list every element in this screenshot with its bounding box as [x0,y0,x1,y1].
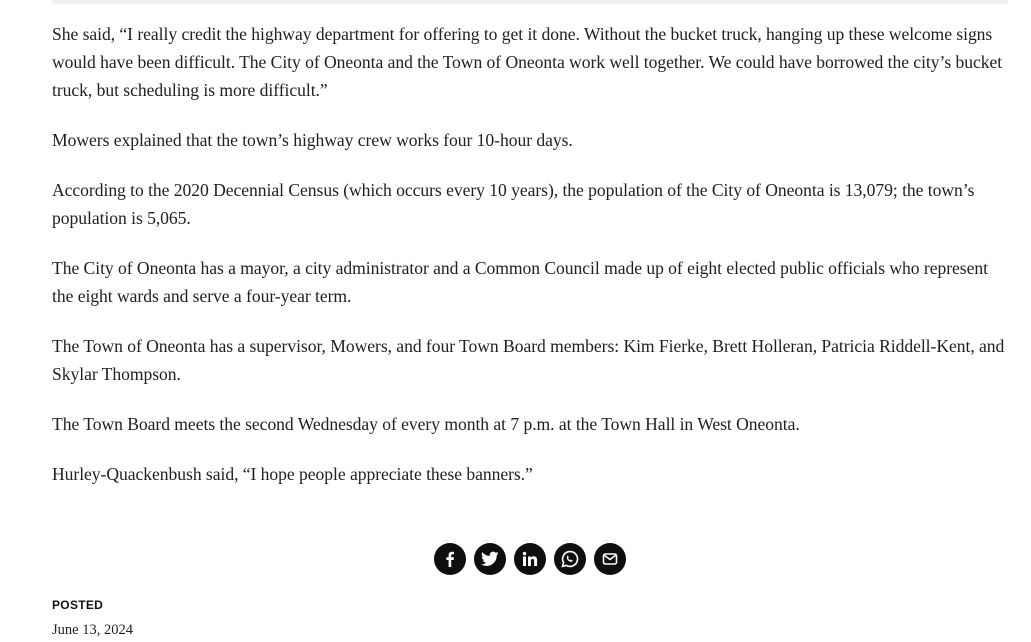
share-email-button[interactable] [594,543,626,575]
whatsapp-icon [561,550,579,568]
posted-label: POSTED [52,598,104,612]
article-paragraph-6: The Town Board meets the second Wednesday of every month at 7 p.m. at the Town Hall in West Oneonta. [52,414,800,434]
top-divider [52,0,1008,4]
share-facebook-button[interactable] [434,543,466,575]
article-paragraph-2: Mowers explained that the town’s highway crew works four 10-hour days. [52,130,573,150]
article-paragraph-4: The City of Oneonta has a mayor, a city administrator and a Common Council made up of eight elected public officials who represent the eight wards and serve a four-year term. [52,258,988,306]
article-paragraph-1: She said, “I really credit the highway department for offering to get it done. Without the bucket truck, hanging up these welcome signs would have been difficult. The City of Oneonta and the Town of Oneonta work well together. We could have borrowed the city’s bucket truck, but scheduling is more difficult.” [52,24,1003,100]
facebook-icon [442,551,458,567]
article-paragraph-7: Hurley-Quackenbush said, “I hope people appreciate these banners.” [52,464,533,484]
share-twitter-button[interactable] [474,543,506,575]
twitter-icon [481,551,499,567]
share-linkedin-button[interactable] [514,543,546,575]
email-icon [601,550,619,568]
article-body [52,20,1012,510]
linkedin-icon [522,551,538,567]
share-whatsapp-button[interactable] [554,543,586,575]
article-paragraph-5: The Town of Oneonta has a supervisor, Mowers, and four Town Board members: Kim Fierke, Brett Holleran, Patricia Riddell-Kent, and Skylar Thompson. [52,336,1005,384]
article-paragraph-3: According to the 2020 Decennial Census (which occurs every 10 years), the population of the City of Oneonta is 13,079; the town’s population is 5,065. [52,180,975,228]
share-bar [434,543,626,575]
posted-date: June 13, 2024 [52,622,133,638]
